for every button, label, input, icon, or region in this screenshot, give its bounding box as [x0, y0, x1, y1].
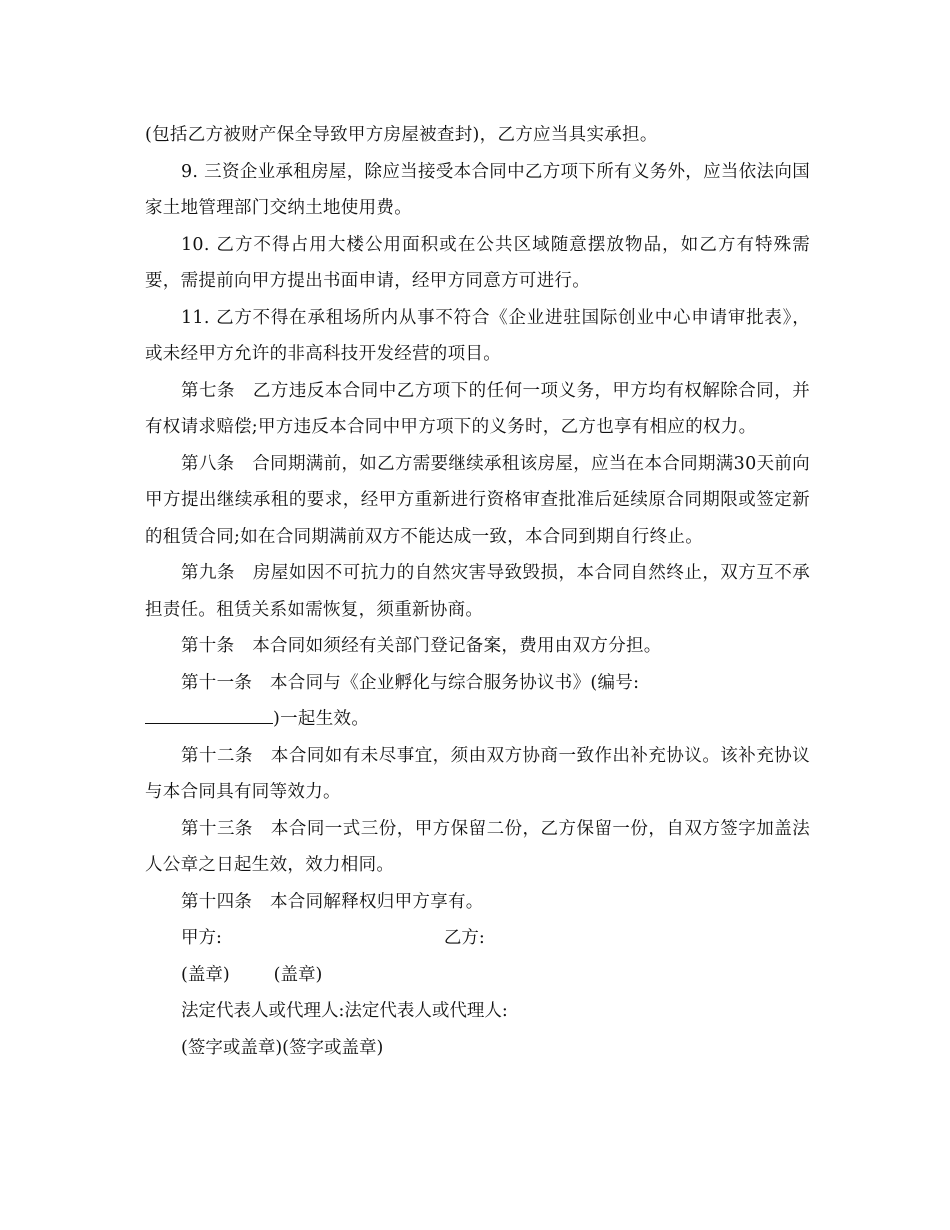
article-11 — [145, 665, 810, 738]
article-8: 第八条 合同期满前，如乙方需要继续承租该房屋，应当在本合同期满30天前向甲方提出继续承租的要求，经甲方重新进行资格审查批准后延续原合同期限或签定新的租赁合同;如在合同期满前双方不能达成一致，本合同到期自行终止。 — [145, 453, 810, 547]
paragraph-continuation: (包括乙方被财产保全导致甲方房屋被查封)，乙方应当具实承担。 — [145, 125, 658, 145]
clause-11: 11. 乙方不得在承租场所内从事不符合《企业进驻国际创业中心申请审批表》，或未经甲方允许的非高科技开发经营的项目。 — [145, 307, 810, 364]
rep-b-label: 法定代表人或代理人: — [344, 1001, 508, 1021]
signature-seals — [145, 957, 810, 994]
sign-a-label: (签字或盖章) — [181, 1037, 283, 1058]
party-b-label: 乙方: — [443, 928, 485, 948]
rep-a-label: 法定代表人或代理人: — [181, 1001, 345, 1021]
article-11-suffix: )一起生效。 — [273, 709, 370, 729]
sign-b-label: (签字或盖章) — [282, 1037, 384, 1058]
article-12: 第十二条 本合同如有未尽事宜，须由双方协商一致作出补充协议。该补充协议与本合同具有同等效力。 — [145, 745, 810, 802]
signature-signs — [145, 1030, 810, 1067]
document-page — [145, 117, 810, 1066]
signature-representatives — [145, 993, 810, 1030]
contract-number-blank — [145, 703, 273, 724]
article-13: 第十三条 本合同一式三份，甲方保留二份，乙方保留一份，自双方签字加盖法人公章之日起生效，效力相同。 — [145, 818, 810, 875]
article-9: 第九条 房屋如因不可抗力的自然灾害导致毁损，本合同自然终止，双方互不承担责任。租赁关系如需恢复，须重新协商。 — [145, 563, 810, 620]
seal-b-label: (盖章) — [273, 964, 323, 985]
seal-a-label: (盖章) — [181, 964, 230, 985]
article-11-text: 第十一条 本合同与《企业孵化与综合服务协议书》(编号: — [181, 672, 640, 693]
article-14: 第十四条 本合同解释权归甲方享有。 — [181, 891, 484, 912]
article-10: 第十条 本合同如须经有关部门登记备案，费用由双方分担。 — [181, 636, 662, 656]
clause-9: 9. 三资企业承租房屋，除应当接受本合同中乙方项下所有义务外，应当依法向国家土地管理部门交纳土地使用费。 — [145, 161, 810, 218]
article-7: 第七条 乙方违反本合同中乙方项下的任何一项义务，甲方均有权解除合同，并有权请求赔偿;甲方违反本合同中甲方项下的义务时，乙方也享有相应的权力。 — [145, 380, 810, 437]
clause-10: 10. 乙方不得占用大楼公用面积或在公共区域随意摆放物品，如乙方有特殊需要，需提前向甲方提出书面申请，经甲方同意方可进行。 — [145, 234, 810, 291]
signature-parties — [145, 920, 810, 957]
party-a-label: 甲方: — [181, 928, 222, 948]
